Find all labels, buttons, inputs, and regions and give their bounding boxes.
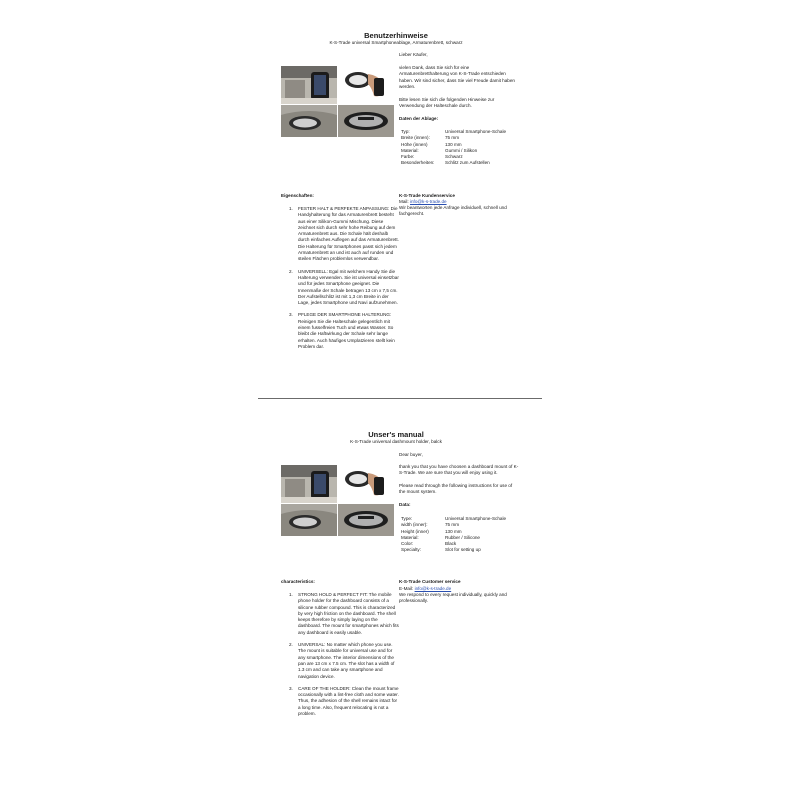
intro-text: thank you that you have choosen a dashboard mount of K-S-Trade. We are sure that you will enjoy using it. bbox=[399, 464, 519, 476]
spec-value: Slot for setting up bbox=[445, 547, 481, 553]
list-text: UNIVERSELL: Egal mit welchem Handy Sie die Halterung verwenden. Sie ist universal einsetzbar und für jedes Smartphone geeignet. Die Innenmaße der Schale betragen 13 cm x 7,5 cm. Der Aufstellschlitz ist mit 1,3 cm Breite in der Lage, jedes Smartphone und Navi aufzunehmen. bbox=[298, 268, 399, 306]
list-item bbox=[289, 269, 399, 307]
service-text: We respond to every request individually, quickly and professionally. bbox=[399, 592, 507, 604]
spec-row bbox=[401, 160, 525, 166]
service-mail-link[interactable]: info@k-s-trade.de bbox=[414, 586, 452, 591]
service-mail-label: Mail: bbox=[399, 199, 410, 204]
page-subtitle: K-S-Trade universal Smartphoneablage, Armaturenbrett, schwarz bbox=[329, 40, 463, 45]
instructions-text: Bitte lesen Sie sich die folgenden Hinweise zur Verwendung der Halteschale durch. bbox=[399, 97, 495, 109]
list-item bbox=[289, 312, 399, 350]
service-mail-label: E-Mail: bbox=[399, 586, 415, 591]
list-number: 2. bbox=[289, 268, 293, 274]
intro-text: vielen Dank, dass Sie sich für eine Armaturenbretthalterung von K-S-Trade entschieden haben. Wir sind sicher, dass Sie viel Freude damit haben werden. bbox=[399, 65, 515, 89]
spec-value: 75 mm bbox=[445, 135, 460, 141]
product-photo-hand bbox=[338, 465, 394, 503]
spec-value: Schlitz zum Aufstellen bbox=[445, 160, 490, 166]
page-title: Benutzerhinweise bbox=[364, 31, 428, 40]
greeting: Lieber Käufer, bbox=[399, 52, 428, 57]
spec-label: width (inner): bbox=[401, 522, 428, 528]
service-heading: K-S-Trade Customer service bbox=[399, 579, 461, 584]
spec-row bbox=[401, 547, 525, 553]
specs-table bbox=[401, 129, 525, 167]
list-text: STRONG HOLD & PERFECT FIT: The mobile phone holder for the dashboard consists of a silicone rubber compound. This is characterized by very high friction on the dashboard. The shell keeps therefore by simply laying on the dashboard. The mount for smartphones which fits any dashboard is easily usable. bbox=[298, 592, 399, 635]
spec-label: Typ: bbox=[401, 129, 410, 134]
service-mail-link[interactable]: info@k-s-trade.de bbox=[409, 199, 447, 204]
product-photo-car-interior bbox=[281, 66, 337, 104]
spec-value: Gummi / Silikon bbox=[445, 147, 478, 153]
spec-label: Height (inner) bbox=[401, 528, 429, 534]
list-number: 2. bbox=[289, 642, 293, 648]
list-text: PFLEGE DER SMARTPHONE HALTERUNG: Reinigen Sie die Halteschale gelegentlich mit einem fusselfreien Tuch und etwas Wasser. So bleibt die Haftwirkung der Schale sehr lange erhalten. Auch häufiges Umplatzieren stellt kein Problem dar. bbox=[298, 312, 395, 349]
spec-label: Höhe (innen) bbox=[401, 141, 428, 147]
features-list bbox=[289, 206, 399, 356]
section-divider bbox=[258, 398, 542, 399]
greeting: Dear buyer, bbox=[399, 452, 423, 457]
product-photo-holder bbox=[338, 504, 394, 536]
list-number: 1. bbox=[289, 592, 293, 597]
features-heading: characteristics: bbox=[281, 579, 315, 584]
page-title: Unser's manual bbox=[368, 430, 424, 439]
spec-value: Universal Smartphone-Schale bbox=[445, 516, 507, 521]
list-text: FESTER HALT & PERFEKTE ANPASSUNG: Die Handyhalterung für das Armaturenbrett besteht aus einer Silikon-Gummi Mischung. Diese zeichnet sich durch sehr hohe Reibung auf dem Armaturenbrett aus. Die Schale hält deshalb durch einfaches Auflegen auf das Armaturenbrett. Die Halterung für Smartphones passt sich jedem Armaturenbrett an und ist auch auf runden und steilen Flächen problemlos verwendbar. bbox=[298, 206, 399, 262]
list-item bbox=[289, 686, 399, 717]
spec-label: Breite (innen): bbox=[401, 135, 430, 141]
list-item bbox=[289, 206, 399, 263]
spec-value: Black bbox=[445, 541, 457, 547]
list-text: CARE OF THE HOLDER: Clean the mount frame occasionally with a lint-free cloth and some water. Thus, the adhesion of the shell remains intact for a long time. Also, frequent relocating is not a problem. bbox=[298, 685, 399, 717]
list-item bbox=[289, 592, 399, 636]
list-item bbox=[289, 642, 399, 680]
product-photo-dashboard bbox=[281, 504, 337, 536]
page-subtitle: K-S-Trade universal dashmount holder, balck bbox=[350, 439, 442, 444]
spec-label: Specialty: bbox=[401, 547, 421, 553]
specs-heading: Data: bbox=[399, 502, 411, 507]
instructions-text: Please read through the following instructions for use of the mount system. bbox=[399, 483, 513, 495]
spec-value: 130 mm bbox=[445, 528, 462, 534]
service-text: Wir beantworten jede Anfrage individuell, schnell und fachgerecht. bbox=[399, 205, 507, 217]
list-number: 3. bbox=[289, 685, 293, 691]
spec-label: Farbe: bbox=[401, 154, 415, 160]
spec-label: Type: bbox=[401, 516, 413, 521]
spec-label: Material: bbox=[401, 147, 419, 153]
product-photo-car-interior bbox=[281, 465, 337, 503]
spec-value: 75 mm bbox=[445, 522, 460, 528]
product-photo-hand bbox=[338, 66, 394, 104]
list-number: 3. bbox=[289, 312, 293, 318]
list-number: 1. bbox=[289, 206, 293, 211]
spec-value: Schwarz bbox=[445, 154, 463, 160]
specs-table bbox=[401, 516, 525, 554]
specs-heading: Daten der Ablage: bbox=[399, 116, 439, 121]
spec-value: Universal Smartphone-Schale bbox=[445, 129, 507, 134]
features-list bbox=[289, 592, 399, 723]
product-photo-holder bbox=[338, 105, 394, 137]
spec-value: Rubber / Silicone bbox=[445, 534, 480, 540]
spec-label: Material: bbox=[401, 534, 419, 540]
spec-value: 130 mm bbox=[445, 141, 462, 147]
features-heading: Eigenschaften: bbox=[281, 193, 314, 198]
spec-label: Color: bbox=[401, 541, 414, 547]
spec-label: Besonderheiten: bbox=[401, 160, 435, 166]
product-photo-dashboard bbox=[281, 105, 337, 137]
service-heading: K-S-Trade Kundenservice bbox=[399, 193, 455, 198]
list-text: UNIVERSAL: No matter which phone you use. The mount is suitable for universal use and for any smartphone. The interior dimensions of the pan are 13 cm x 7.5 cm. The slot has a width of 1.3 cm and can take any smartphone and navigation device. bbox=[298, 642, 395, 679]
